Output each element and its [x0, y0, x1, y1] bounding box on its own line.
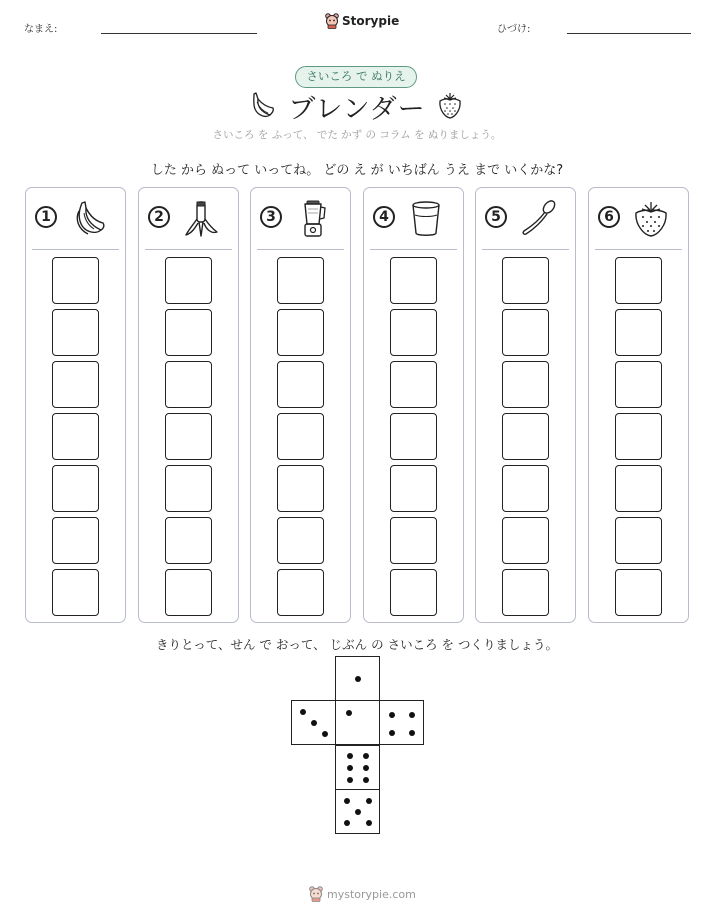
brand-logo [325, 13, 399, 29]
pip [344, 798, 350, 804]
cell-6-7[interactable] [615, 257, 662, 304]
instruction: した から ぬって いってね。 どの え が いちばん うえ まで いくかな? [150, 163, 564, 178]
pip [389, 712, 395, 718]
cell-6-6[interactable] [615, 309, 662, 356]
cell-6-3[interactable] [615, 465, 662, 512]
cell-2-2[interactable] [165, 517, 212, 564]
cell-2-1[interactable] [165, 569, 212, 616]
pip [355, 809, 361, 815]
cell-3-6[interactable] [277, 309, 324, 356]
cell-2-6[interactable] [165, 309, 212, 356]
cell-6-2[interactable] [615, 517, 662, 564]
die-face-left [291, 700, 336, 745]
glass-icon [406, 199, 446, 239]
pip [300, 709, 306, 715]
mascot-icon [309, 886, 323, 902]
column-1 [25, 187, 126, 623]
cell-5-3[interactable] [502, 465, 549, 512]
pip [389, 730, 395, 736]
strawberry-icon [631, 199, 671, 239]
column-4 [363, 187, 464, 623]
cell-4-1[interactable] [390, 569, 437, 616]
cell-3-5[interactable] [277, 361, 324, 408]
pip [409, 730, 415, 736]
cell-1-6[interactable] [52, 309, 99, 356]
cell-5-6[interactable] [502, 309, 549, 356]
pip [344, 820, 350, 826]
pip [347, 777, 353, 783]
cell-1-4[interactable] [52, 413, 99, 460]
column-number: 6 [598, 206, 620, 228]
cell-4-4[interactable] [390, 413, 437, 460]
pip [347, 753, 353, 759]
cell-4-6[interactable] [390, 309, 437, 356]
blender-icon [293, 199, 333, 239]
column-number: 1 [35, 206, 57, 228]
footer [309, 886, 416, 902]
pip [311, 720, 317, 726]
cell-4-7[interactable] [390, 257, 437, 304]
pip [363, 753, 369, 759]
footer-url[interactable]: mystorypie.com [327, 887, 416, 901]
cell-1-5[interactable] [52, 361, 99, 408]
cell-5-2[interactable] [502, 517, 549, 564]
pip [346, 710, 352, 716]
name-line[interactable] [101, 33, 257, 34]
cell-1-1[interactable] [52, 569, 99, 616]
name-label: なまえ: [24, 24, 58, 35]
banana-bunch-icon [68, 199, 108, 239]
pip [363, 765, 369, 771]
column-2 [138, 187, 239, 623]
column-3 [250, 187, 351, 623]
pip [322, 731, 328, 737]
mascot-icon [325, 13, 339, 29]
column-5 [475, 187, 576, 623]
die-face-right [379, 700, 424, 745]
pip [355, 676, 361, 682]
activity-tag: さいころ で ぬりえ [295, 66, 417, 88]
pip [366, 798, 372, 804]
peeled-banana-icon [181, 199, 221, 239]
pip [409, 712, 415, 718]
cell-4-5[interactable] [390, 361, 437, 408]
die-face-back [335, 789, 380, 834]
page-title: ブレンダー [288, 94, 426, 125]
cell-1-2[interactable] [52, 517, 99, 564]
date-label: ひづけ: [497, 24, 531, 35]
cut-instruction: きりとって、せん で おって、 じぶん の さいころ を つくりましょう。 [155, 637, 559, 652]
cell-3-7[interactable] [277, 257, 324, 304]
die-face-top [335, 656, 380, 701]
cell-2-5[interactable] [165, 361, 212, 408]
date-line[interactable] [567, 33, 691, 34]
column-number: 4 [373, 206, 395, 228]
cell-3-3[interactable] [277, 465, 324, 512]
cell-3-2[interactable] [277, 517, 324, 564]
strawberry-title-icon [436, 90, 464, 120]
die-face-center [335, 700, 380, 745]
cell-6-5[interactable] [615, 361, 662, 408]
cell-3-1[interactable] [277, 569, 324, 616]
cell-6-1[interactable] [615, 569, 662, 616]
column-6 [588, 187, 689, 623]
column-number: 3 [260, 206, 282, 228]
cell-1-7[interactable] [52, 257, 99, 304]
pip [366, 820, 372, 826]
cell-6-4[interactable] [615, 413, 662, 460]
cell-4-3[interactable] [390, 465, 437, 512]
cell-5-5[interactable] [502, 361, 549, 408]
cell-5-7[interactable] [502, 257, 549, 304]
column-number: 5 [485, 206, 507, 228]
cell-2-4[interactable] [165, 413, 212, 460]
pip [363, 777, 369, 783]
spoon-icon [518, 199, 558, 239]
cell-2-7[interactable] [165, 257, 212, 304]
die-face-bottom [335, 745, 380, 790]
subtitle: さいころ を ふって、 でた かず の コラム を ぬりましょう。 [212, 129, 502, 141]
cell-1-3[interactable] [52, 465, 99, 512]
cell-4-2[interactable] [390, 517, 437, 564]
brand-name: Storypie [342, 14, 400, 28]
cell-2-3[interactable] [165, 465, 212, 512]
cell-5-1[interactable] [502, 569, 549, 616]
cell-5-4[interactable] [502, 413, 549, 460]
pip [347, 765, 353, 771]
cell-3-4[interactable] [277, 413, 324, 460]
column-number: 2 [148, 206, 170, 228]
